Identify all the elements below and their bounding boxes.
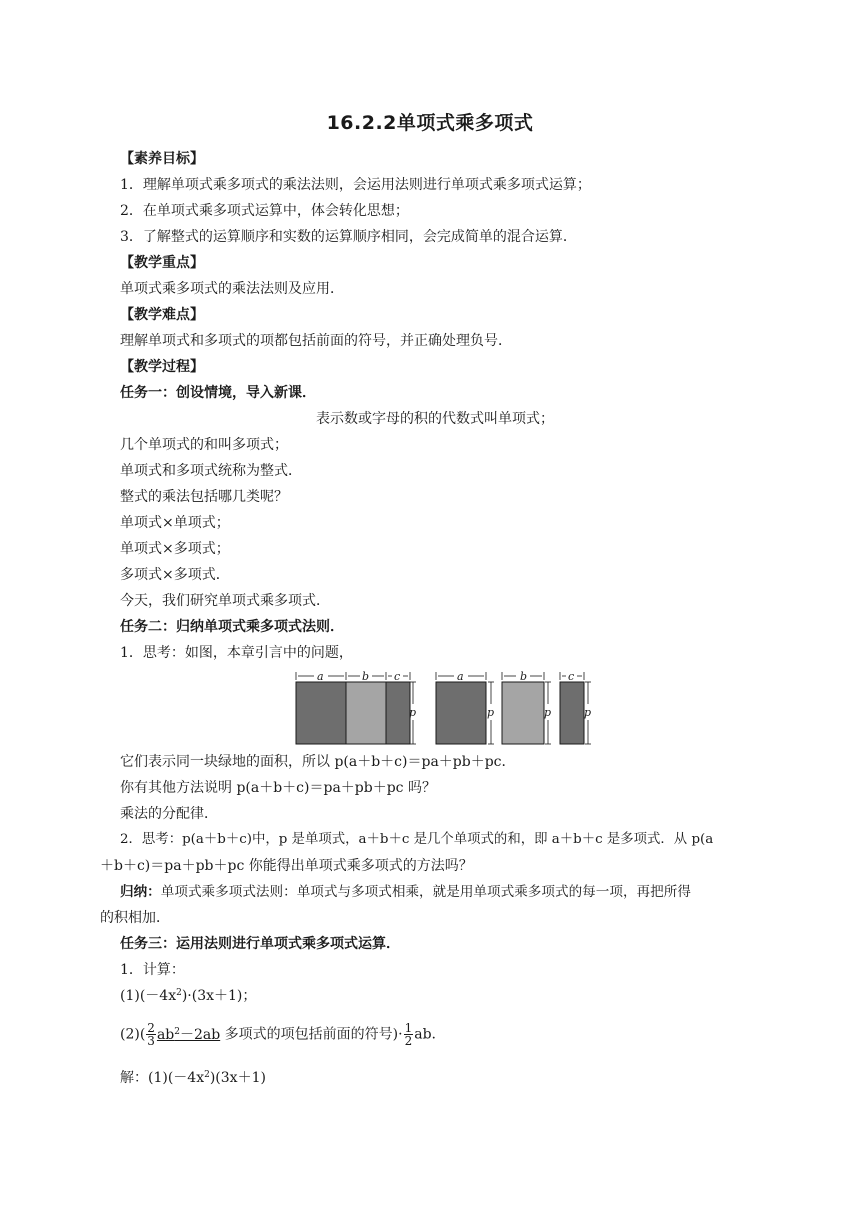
q2-fraction-two-thirds bbox=[146, 1022, 156, 1047]
task1-line-4: 整式的乘法包括哪几类呢？ bbox=[120, 489, 288, 505]
rect-c-separate bbox=[560, 682, 584, 744]
label-b-1: b bbox=[362, 670, 370, 683]
q1-part-a: (1)(－4x bbox=[120, 988, 177, 1004]
question-1 bbox=[120, 986, 256, 1006]
label-p-3: p bbox=[544, 706, 552, 719]
keypoint-heading: 【教学重点】 bbox=[120, 255, 204, 271]
q2-exponent: 2 bbox=[174, 1026, 180, 1037]
goals-heading: 【素养目标】 bbox=[120, 151, 204, 167]
difficulty-text: 理解单项式和多项式的项都包括前面的符号，并正确处理负号． bbox=[120, 333, 512, 349]
rect-b-separate bbox=[502, 682, 544, 744]
task1-line-7: 多项式×多项式． bbox=[120, 567, 230, 583]
task2-think-2-line-2: ＋b＋c)＝pa＋pb＋pc 你能得出单项式乘多项式的方法吗？ bbox=[100, 858, 473, 874]
task1-line-1: 表示数或字母的积的代数式叫单项式； bbox=[316, 411, 554, 427]
label-p-1: p bbox=[409, 706, 417, 719]
goal-item-1: 1．理解单项式乘多项式的乘法法则，会运用法则进行单项式乘多项式运算； bbox=[120, 177, 591, 193]
q2-frac-num: 2 bbox=[147, 1021, 155, 1035]
rect-c-combined bbox=[386, 682, 410, 744]
task1-line-2: 几个单项式的和叫多项式； bbox=[120, 437, 288, 453]
q2-note: 多项式的项包括前面的符号 bbox=[220, 1026, 393, 1043]
label-p-4: p bbox=[584, 706, 592, 719]
task1-line-3: 单项式和多项式统称为整式． bbox=[120, 463, 302, 479]
q2-frac-den: 3 bbox=[147, 1034, 155, 1048]
label-a-1: a bbox=[317, 670, 324, 683]
task1-heading: 任务一：创设情境，导入新课． bbox=[120, 385, 316, 401]
q2-open: (2)( bbox=[120, 1026, 146, 1043]
task1-line-5: 单项式×单项式； bbox=[120, 515, 230, 531]
question-2 bbox=[120, 1022, 436, 1047]
goal-item-2: 2．在单项式乘多项式运算中，体会转化思想； bbox=[120, 203, 409, 219]
q2-close: )· bbox=[392, 1026, 403, 1043]
page-title: 16.2.2单项式乘多项式 bbox=[326, 112, 534, 134]
summary-label: 归纳： bbox=[120, 884, 161, 900]
task2-heading: 任务二：归纳单项式乘多项式法则． bbox=[120, 619, 344, 635]
task2-think-2-line-1: 2．思考：p(a＋b＋c)中，p 是单项式，a＋b＋c 是几个单项式的和，即 a＋b＋c 是多项式．从 p(a bbox=[120, 832, 714, 847]
sol-part-b: )(3x＋1) bbox=[209, 1070, 266, 1086]
label-p-2: p bbox=[487, 706, 495, 719]
task2-after-3: 乘法的分配律． bbox=[120, 806, 218, 822]
task3-calc: 1．计算： bbox=[120, 962, 185, 978]
q2-end: ab. bbox=[414, 1026, 436, 1043]
task1-line-8: 今天，我们研究单项式乘多项式． bbox=[120, 593, 330, 609]
difficulty-heading: 【教学难点】 bbox=[120, 307, 204, 323]
q2-term-2: －2ab bbox=[179, 1026, 221, 1043]
q1-exponent: 2 bbox=[176, 988, 182, 998]
q2-fraction-one-half bbox=[404, 1022, 414, 1047]
q2-half-num: 1 bbox=[404, 1021, 413, 1035]
task2-after-2: 你有其他方法说明 p(a＋b＋c)＝pa＋pb＋pc 吗？ bbox=[120, 780, 436, 796]
keypoint-text: 单项式乘多项式的乘法法则及应用． bbox=[120, 281, 344, 297]
area-figure bbox=[292, 668, 612, 750]
q2-polynomial bbox=[157, 1027, 220, 1043]
q2-half-den: 2 bbox=[404, 1034, 413, 1048]
goal-item-3: 3．了解整式的运算顺序和实数的运算顺序相同，会完成简单的混合运算． bbox=[120, 229, 577, 245]
task2-after-1: 它们表示同一块绿地的面积，所以 p(a＋b＋c)＝pa＋pb＋pc． bbox=[120, 754, 516, 770]
task2-summary-line-1 bbox=[120, 882, 691, 902]
rect-a-combined bbox=[296, 682, 346, 744]
task2-summary-line-2: 的积相加． bbox=[100, 910, 170, 926]
task3-heading: 任务三：运用法则进行单项式乘多项式运算． bbox=[120, 936, 400, 952]
process-heading: 【教学过程】 bbox=[120, 359, 204, 375]
label-b-2: b bbox=[520, 670, 528, 683]
solution-1 bbox=[120, 1068, 266, 1088]
label-a-2: a bbox=[457, 670, 464, 683]
q1-part-b: )·(3x＋1)； bbox=[181, 988, 257, 1004]
q2-term-1: ab bbox=[156, 1026, 175, 1043]
summary-text: 单项式乘多项式法则：单项式与多项式相乘，就是用单项式乘多项式的每一项，再把所得 bbox=[160, 884, 691, 900]
rect-a-separate bbox=[436, 682, 486, 744]
task1-line-6: 单项式×多项式； bbox=[120, 541, 230, 557]
label-c-2: c bbox=[568, 670, 575, 683]
sol-part-a: 解：(1)(－4x bbox=[120, 1070, 205, 1086]
sol-exponent: 2 bbox=[204, 1070, 210, 1080]
task2-think-1: 1．思考：如图，本章引言中的问题， bbox=[120, 645, 353, 661]
label-c-1: c bbox=[394, 670, 401, 683]
rect-b-combined bbox=[346, 682, 386, 744]
